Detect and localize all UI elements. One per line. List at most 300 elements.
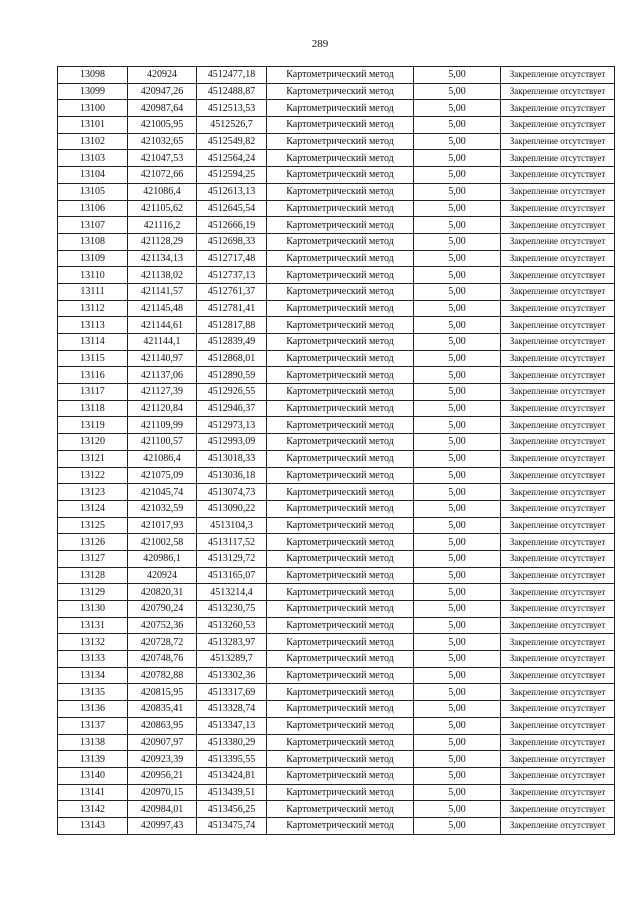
point-number-cell: 13107 (58, 217, 128, 234)
point-number-cell: 13134 (58, 667, 128, 684)
method-cell: Картометрический метод (267, 334, 414, 351)
table-row (58, 484, 615, 501)
fixing-cell: Закрепление отсутствует (501, 267, 615, 284)
y-coordinate-cell: 4512698,33 (197, 233, 267, 250)
y-coordinate-cell: 4512717,48 (197, 250, 267, 267)
method-cell: Картометрический метод (267, 350, 414, 367)
x-coordinate-cell: 420782,88 (128, 667, 197, 684)
point-number-cell: 13106 (58, 200, 128, 217)
x-coordinate-cell: 421145,48 (128, 300, 197, 317)
method-cell: Картометрический метод (267, 117, 414, 134)
x-coordinate-cell: 421128,29 (128, 233, 197, 250)
method-cell: Картометрический метод (267, 167, 414, 184)
table-row (58, 217, 615, 234)
method-cell: Картометрический метод (267, 434, 414, 451)
accuracy-cell: 5,00 (414, 300, 501, 317)
accuracy-cell: 5,00 (414, 150, 501, 167)
accuracy-cell: 5,00 (414, 384, 501, 401)
table-row (58, 183, 615, 200)
table-row (58, 651, 615, 668)
accuracy-cell: 5,00 (414, 751, 501, 768)
x-coordinate-cell: 420997,43 (128, 817, 197, 834)
point-number-cell: 13103 (58, 150, 128, 167)
x-coordinate-cell: 420956,21 (128, 767, 197, 784)
x-coordinate-cell: 421045,74 (128, 484, 197, 501)
accuracy-cell: 5,00 (414, 83, 501, 100)
x-coordinate-cell: 421116,2 (128, 217, 197, 234)
x-coordinate-cell: 420820,31 (128, 584, 197, 601)
point-number-cell: 13125 (58, 517, 128, 534)
y-coordinate-cell: 4512946,37 (197, 400, 267, 417)
fixing-cell: Закрепление отсутствует (501, 567, 615, 584)
method-cell: Картометрический метод (267, 317, 414, 334)
table-row (58, 701, 615, 718)
table-row (58, 117, 615, 134)
method-cell: Картометрический метод (267, 717, 414, 734)
fixing-cell: Закрепление отсутствует (501, 167, 615, 184)
x-coordinate-cell: 420947,26 (128, 83, 197, 100)
method-cell: Картометрический метод (267, 667, 414, 684)
y-coordinate-cell: 4512868,01 (197, 350, 267, 367)
fixing-cell: Закрепление отсутствует (501, 701, 615, 718)
y-coordinate-cell: 4512594,25 (197, 167, 267, 184)
accuracy-cell: 5,00 (414, 717, 501, 734)
accuracy-cell: 5,00 (414, 617, 501, 634)
fixing-cell: Закрепление отсутствует (501, 550, 615, 567)
y-coordinate-cell: 4513380,29 (197, 734, 267, 751)
accuracy-cell: 5,00 (414, 784, 501, 801)
y-coordinate-cell: 4513230,75 (197, 601, 267, 618)
point-number-cell: 13127 (58, 550, 128, 567)
fixing-cell: Закрепление отсутствует (501, 417, 615, 434)
point-number-cell: 13117 (58, 384, 128, 401)
method-cell: Картометрический метод (267, 183, 414, 200)
point-number-cell: 13138 (58, 734, 128, 751)
method-cell: Картометрический метод (267, 567, 414, 584)
table-row (58, 417, 615, 434)
point-number-cell: 13115 (58, 350, 128, 367)
accuracy-cell: 5,00 (414, 534, 501, 551)
method-cell: Картометрический метод (267, 384, 414, 401)
coordinates-table-body (58, 67, 615, 835)
point-number-cell: 13126 (58, 534, 128, 551)
point-number-cell: 13099 (58, 83, 128, 100)
point-number-cell: 13098 (58, 67, 128, 84)
method-cell: Картометрический метод (267, 767, 414, 784)
point-number-cell: 13121 (58, 450, 128, 467)
x-coordinate-cell: 421017,93 (128, 517, 197, 534)
y-coordinate-cell: 4512737,13 (197, 267, 267, 284)
fixing-cell: Закрепление отсутствует (501, 150, 615, 167)
y-coordinate-cell: 4513074,73 (197, 484, 267, 501)
point-number-cell: 13113 (58, 317, 128, 334)
method-cell: Картометрический метод (267, 684, 414, 701)
point-number-cell: 13100 (58, 100, 128, 117)
y-coordinate-cell: 4512526,7 (197, 117, 267, 134)
fixing-cell: Закрепление отсутствует (501, 617, 615, 634)
point-number-cell: 13120 (58, 434, 128, 451)
fixing-cell: Закрепление отсутствует (501, 817, 615, 834)
point-number-cell: 13136 (58, 701, 128, 718)
method-cell: Картометрический метод (267, 467, 414, 484)
table-row (58, 233, 615, 250)
table-row (58, 267, 615, 284)
accuracy-cell: 5,00 (414, 67, 501, 84)
y-coordinate-cell: 4513395,55 (197, 751, 267, 768)
y-coordinate-cell: 4513424,81 (197, 767, 267, 784)
fixing-cell: Закрепление отсутствует (501, 83, 615, 100)
x-coordinate-cell: 421127,39 (128, 384, 197, 401)
method-cell: Картометрический метод (267, 734, 414, 751)
method-cell: Картометрический метод (267, 150, 414, 167)
accuracy-cell: 5,00 (414, 767, 501, 784)
table-row (58, 817, 615, 834)
point-number-cell: 13111 (58, 283, 128, 300)
fixing-cell: Закрепление отсутствует (501, 183, 615, 200)
fixing-cell: Закрепление отсутствует (501, 300, 615, 317)
method-cell: Картометрический метод (267, 500, 414, 517)
table-row (58, 601, 615, 618)
x-coordinate-cell: 420907,97 (128, 734, 197, 751)
table-row (58, 667, 615, 684)
accuracy-cell: 5,00 (414, 701, 501, 718)
table-row (58, 450, 615, 467)
method-cell: Картометрический метод (267, 417, 414, 434)
method-cell: Картометрический метод (267, 133, 414, 150)
method-cell: Картометрический метод (267, 100, 414, 117)
fixing-cell: Закрепление отсутствует (501, 233, 615, 250)
accuracy-cell: 5,00 (414, 550, 501, 567)
x-coordinate-cell: 421032,65 (128, 133, 197, 150)
table-row (58, 83, 615, 100)
method-cell: Картометрический метод (267, 817, 414, 834)
point-number-cell: 13132 (58, 634, 128, 651)
fixing-cell: Закрепление отсутствует (501, 517, 615, 534)
x-coordinate-cell: 421138,02 (128, 267, 197, 284)
table-row (58, 200, 615, 217)
method-cell: Картометрический метод (267, 233, 414, 250)
method-cell: Картометрический метод (267, 217, 414, 234)
x-coordinate-cell: 420815,95 (128, 684, 197, 701)
y-coordinate-cell: 4512564,24 (197, 150, 267, 167)
x-coordinate-cell: 420835,41 (128, 701, 197, 718)
x-coordinate-cell: 421137,06 (128, 367, 197, 384)
point-number-cell: 13143 (58, 817, 128, 834)
x-coordinate-cell: 421144,61 (128, 317, 197, 334)
point-number-cell: 13102 (58, 133, 128, 150)
y-coordinate-cell: 4513456,25 (197, 801, 267, 818)
method-cell: Картометрический метод (267, 584, 414, 601)
accuracy-cell: 5,00 (414, 450, 501, 467)
accuracy-cell: 5,00 (414, 484, 501, 501)
accuracy-cell: 5,00 (414, 267, 501, 284)
y-coordinate-cell: 4513090,22 (197, 500, 267, 517)
y-coordinate-cell: 4513475,74 (197, 817, 267, 834)
y-coordinate-cell: 4513165,07 (197, 567, 267, 584)
accuracy-cell: 5,00 (414, 417, 501, 434)
x-coordinate-cell: 421134,13 (128, 250, 197, 267)
table-row (58, 384, 615, 401)
y-coordinate-cell: 4512781,41 (197, 300, 267, 317)
accuracy-cell: 5,00 (414, 183, 501, 200)
x-coordinate-cell: 421086,4 (128, 183, 197, 200)
point-number-cell: 13135 (58, 684, 128, 701)
point-number-cell: 13130 (58, 601, 128, 618)
accuracy-cell: 5,00 (414, 817, 501, 834)
table-row (58, 717, 615, 734)
point-number-cell: 13104 (58, 167, 128, 184)
method-cell: Картометрический метод (267, 517, 414, 534)
fixing-cell: Закрепление отсутствует (501, 467, 615, 484)
fixing-cell: Закрепление отсутствует (501, 667, 615, 684)
x-coordinate-cell: 421140,97 (128, 350, 197, 367)
x-coordinate-cell: 420790,24 (128, 601, 197, 618)
accuracy-cell: 5,00 (414, 801, 501, 818)
method-cell: Картометрический метод (267, 801, 414, 818)
y-coordinate-cell: 4513289,7 (197, 651, 267, 668)
y-coordinate-cell: 4513129,72 (197, 550, 267, 567)
fixing-cell: Закрепление отсутствует (501, 767, 615, 784)
accuracy-cell: 5,00 (414, 133, 501, 150)
x-coordinate-cell: 421002,58 (128, 534, 197, 551)
fixing-cell: Закрепление отсутствует (501, 217, 615, 234)
table-row (58, 584, 615, 601)
fixing-cell: Закрепление отсутствует (501, 450, 615, 467)
table-row (58, 567, 615, 584)
accuracy-cell: 5,00 (414, 517, 501, 534)
accuracy-cell: 5,00 (414, 334, 501, 351)
table-row (58, 617, 615, 634)
fixing-cell: Закрепление отсутствует (501, 100, 615, 117)
fixing-cell: Закрепление отсутствует (501, 484, 615, 501)
method-cell: Картометрический метод (267, 283, 414, 300)
fixing-cell: Закрепление отсутствует (501, 751, 615, 768)
method-cell: Картометрический метод (267, 83, 414, 100)
table-row (58, 684, 615, 701)
y-coordinate-cell: 4512549,82 (197, 133, 267, 150)
point-number-cell: 13141 (58, 784, 128, 801)
y-coordinate-cell: 4512926,55 (197, 384, 267, 401)
table-row (58, 517, 615, 534)
table-row (58, 67, 615, 84)
x-coordinate-cell: 421086,4 (128, 450, 197, 467)
fixing-cell: Закрепление отсутствует (501, 534, 615, 551)
x-coordinate-cell: 420984,01 (128, 801, 197, 818)
point-number-cell: 13112 (58, 300, 128, 317)
y-coordinate-cell: 4512513,53 (197, 100, 267, 117)
y-coordinate-cell: 4512890,59 (197, 367, 267, 384)
accuracy-cell: 5,00 (414, 434, 501, 451)
point-number-cell: 13124 (58, 500, 128, 517)
fixing-cell: Закрепление отсутствует (501, 133, 615, 150)
table-row (58, 300, 615, 317)
point-number-cell: 13101 (58, 117, 128, 134)
y-coordinate-cell: 4512666,19 (197, 217, 267, 234)
accuracy-cell: 5,00 (414, 467, 501, 484)
x-coordinate-cell: 421005,95 (128, 117, 197, 134)
fixing-cell: Закрепление отсутствует (501, 384, 615, 401)
y-coordinate-cell: 4513317,69 (197, 684, 267, 701)
accuracy-cell: 5,00 (414, 500, 501, 517)
table-row (58, 634, 615, 651)
accuracy-cell: 5,00 (414, 634, 501, 651)
y-coordinate-cell: 4513328,74 (197, 701, 267, 718)
accuracy-cell: 5,00 (414, 250, 501, 267)
accuracy-cell: 5,00 (414, 567, 501, 584)
method-cell: Картометрический метод (267, 601, 414, 618)
point-number-cell: 13131 (58, 617, 128, 634)
accuracy-cell: 5,00 (414, 667, 501, 684)
x-coordinate-cell: 421105,62 (128, 200, 197, 217)
fixing-cell: Закрепление отсутствует (501, 651, 615, 668)
table-row (58, 751, 615, 768)
fixing-cell: Закрепление отсутствует (501, 334, 615, 351)
point-number-cell: 13118 (58, 400, 128, 417)
fixing-cell: Закрепление отсутствует (501, 684, 615, 701)
x-coordinate-cell: 421032,59 (128, 500, 197, 517)
table-row (58, 801, 615, 818)
x-coordinate-cell: 421047,53 (128, 150, 197, 167)
x-coordinate-cell: 421072,66 (128, 167, 197, 184)
x-coordinate-cell: 420752,36 (128, 617, 197, 634)
accuracy-cell: 5,00 (414, 350, 501, 367)
fixing-cell: Закрепление отсутствует (501, 67, 615, 84)
fixing-cell: Закрепление отсутствует (501, 784, 615, 801)
x-coordinate-cell: 421120,84 (128, 400, 197, 417)
table-row (58, 434, 615, 451)
page-number: 289 (311, 38, 329, 50)
method-cell: Картометрический метод (267, 534, 414, 551)
y-coordinate-cell: 4513302,36 (197, 667, 267, 684)
method-cell: Картометрический метод (267, 751, 414, 768)
table-row (58, 367, 615, 384)
accuracy-cell: 5,00 (414, 117, 501, 134)
y-coordinate-cell: 4513439,51 (197, 784, 267, 801)
x-coordinate-cell: 421141,57 (128, 283, 197, 300)
y-coordinate-cell: 4513104,3 (197, 517, 267, 534)
fixing-cell: Закрепление отсутствует (501, 717, 615, 734)
x-coordinate-cell: 421075,09 (128, 467, 197, 484)
point-number-cell: 13137 (58, 717, 128, 734)
x-coordinate-cell: 420970,15 (128, 784, 197, 801)
table-row (58, 100, 615, 117)
method-cell: Картометрический метод (267, 784, 414, 801)
table-row (58, 350, 615, 367)
point-number-cell: 13139 (58, 751, 128, 768)
point-number-cell: 13114 (58, 334, 128, 351)
method-cell: Картометрический метод (267, 701, 414, 718)
method-cell: Картометрический метод (267, 634, 414, 651)
y-coordinate-cell: 4512973,13 (197, 417, 267, 434)
y-coordinate-cell: 4513260,53 (197, 617, 267, 634)
x-coordinate-cell: 420728,72 (128, 634, 197, 651)
y-coordinate-cell: 4513018,33 (197, 450, 267, 467)
method-cell: Картометрический метод (267, 550, 414, 567)
table-row (58, 317, 615, 334)
method-cell: Картометрический метод (267, 484, 414, 501)
x-coordinate-cell: 420924 (128, 67, 197, 84)
table-row (58, 334, 615, 351)
y-coordinate-cell: 4513347,13 (197, 717, 267, 734)
x-coordinate-cell: 420986,1 (128, 550, 197, 567)
point-number-cell: 13133 (58, 651, 128, 668)
x-coordinate-cell: 420748,76 (128, 651, 197, 668)
table-row (58, 767, 615, 784)
point-number-cell: 13140 (58, 767, 128, 784)
table-row (58, 250, 615, 267)
method-cell: Картометрический метод (267, 400, 414, 417)
point-number-cell: 13110 (58, 267, 128, 284)
point-number-cell: 13122 (58, 467, 128, 484)
table-row (58, 500, 615, 517)
point-number-cell: 13109 (58, 250, 128, 267)
x-coordinate-cell: 421100,57 (128, 434, 197, 451)
fixing-cell: Закрепление отсутствует (501, 734, 615, 751)
fixing-cell: Закрепление отсутствует (501, 367, 615, 384)
fixing-cell: Закрепление отсутствует (501, 434, 615, 451)
y-coordinate-cell: 4512477,18 (197, 67, 267, 84)
y-coordinate-cell: 4512645,54 (197, 200, 267, 217)
table-row (58, 467, 615, 484)
table-row (58, 550, 615, 567)
coordinates-table (57, 66, 615, 835)
point-number-cell: 13105 (58, 183, 128, 200)
fixing-cell: Закрепление отсутствует (501, 584, 615, 601)
fixing-cell: Закрепление отсутствует (501, 200, 615, 217)
accuracy-cell: 5,00 (414, 367, 501, 384)
x-coordinate-cell: 421109,99 (128, 417, 197, 434)
accuracy-cell: 5,00 (414, 601, 501, 618)
y-coordinate-cell: 4513283,97 (197, 634, 267, 651)
method-cell: Картометрический метод (267, 617, 414, 634)
method-cell: Картометрический метод (267, 267, 414, 284)
accuracy-cell: 5,00 (414, 584, 501, 601)
fixing-cell: Закрепление отсутствует (501, 801, 615, 818)
y-coordinate-cell: 4512993,09 (197, 434, 267, 451)
table-row (58, 400, 615, 417)
accuracy-cell: 5,00 (414, 200, 501, 217)
fixing-cell: Закрепление отсутствует (501, 500, 615, 517)
y-coordinate-cell: 4512817,88 (197, 317, 267, 334)
y-coordinate-cell: 4512613,13 (197, 183, 267, 200)
point-number-cell: 13123 (58, 484, 128, 501)
accuracy-cell: 5,00 (414, 167, 501, 184)
y-coordinate-cell: 4513036,18 (197, 467, 267, 484)
method-cell: Картометрический метод (267, 200, 414, 217)
x-coordinate-cell: 421144,1 (128, 334, 197, 351)
point-number-cell: 13116 (58, 367, 128, 384)
accuracy-cell: 5,00 (414, 233, 501, 250)
accuracy-cell: 5,00 (414, 283, 501, 300)
method-cell: Картометрический метод (267, 67, 414, 84)
table-row (58, 283, 615, 300)
x-coordinate-cell: 420863,95 (128, 717, 197, 734)
accuracy-cell: 5,00 (414, 684, 501, 701)
point-number-cell: 13129 (58, 584, 128, 601)
fixing-cell: Закрепление отсутствует (501, 250, 615, 267)
y-coordinate-cell: 4512488,87 (197, 83, 267, 100)
x-coordinate-cell: 420924 (128, 567, 197, 584)
y-coordinate-cell: 4513117,52 (197, 534, 267, 551)
y-coordinate-cell: 4512761,37 (197, 283, 267, 300)
fixing-cell: Закрепление отсутствует (501, 283, 615, 300)
accuracy-cell: 5,00 (414, 317, 501, 334)
point-number-cell: 13128 (58, 567, 128, 584)
x-coordinate-cell: 420923,39 (128, 751, 197, 768)
accuracy-cell: 5,00 (414, 651, 501, 668)
fixing-cell: Закрепление отсутствует (501, 350, 615, 367)
accuracy-cell: 5,00 (414, 734, 501, 751)
